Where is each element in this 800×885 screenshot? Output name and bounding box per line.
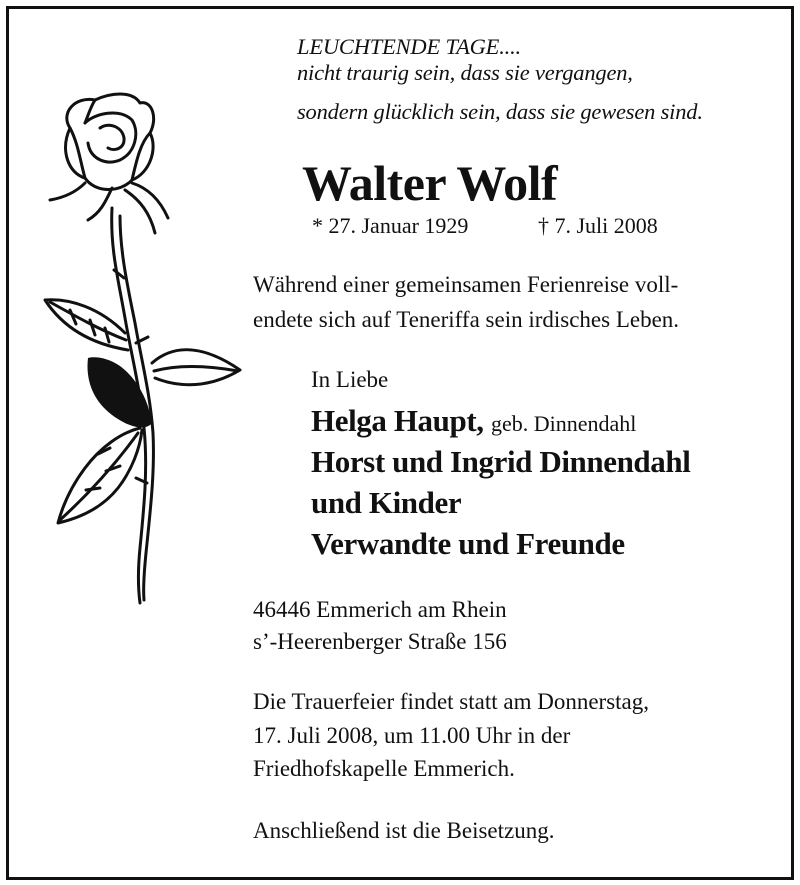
address-line: 46446 Emmerich am Rhein (253, 597, 507, 622)
service-line: 17. Juli 2008, um 11.00 Uhr in der (253, 723, 571, 748)
deceased-name: Walter Wolf (302, 155, 558, 211)
announcement-line: endete sich auf Teneriffa sein irdisches Leben. (253, 307, 680, 332)
announcement-line: Während einer gemeinsamen Ferienreise voll- (253, 272, 679, 297)
birth-date: * 27. Januar 1929 (312, 213, 469, 238)
mourner-maiden-name: geb. Dinnendahl (490, 411, 637, 436)
service-line: Die Trauerfeier findet statt am Donnerstag, (253, 689, 649, 714)
death-date: † 7. Juli 2008 (538, 213, 658, 238)
motto-line: sondern glücklich sein, dass sie gewesen sind. (297, 99, 703, 124)
mourner-name: Verwandte und Freunde (311, 526, 625, 561)
motto-line: nicht traurig sein, dass sie vergangen, (297, 60, 633, 85)
motto-line: LEUCHTENDE TAGE.... (297, 34, 521, 59)
mourner-name: Horst und Ingrid Dinnendahl (311, 444, 691, 479)
mourner-name (311, 402, 636, 443)
closing-line: Anschließend ist die Beisetzung. (253, 818, 555, 843)
mourner-primary-name: Helga Haupt, (311, 403, 484, 438)
address-line: s’-Heerenberger Straße 156 (253, 629, 507, 654)
mourners-intro: In Liebe (311, 367, 389, 392)
rose-icon (40, 88, 250, 608)
mourner-name: und Kinder (311, 485, 462, 520)
service-line: Friedhofskapelle Emmerich. (253, 756, 515, 781)
